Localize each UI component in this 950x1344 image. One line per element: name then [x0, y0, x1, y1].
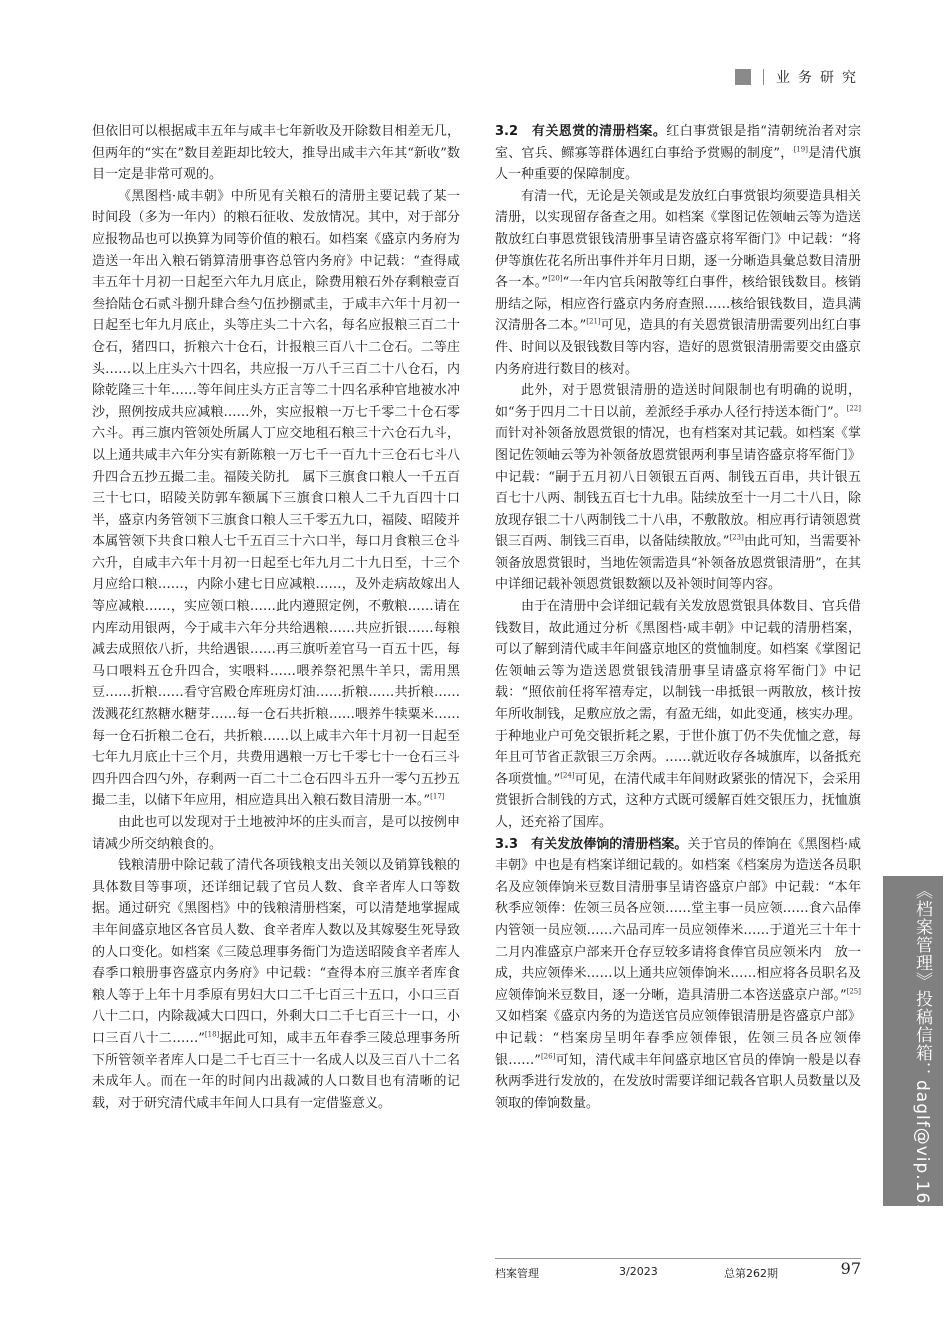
header-square-icon — [735, 69, 751, 85]
paragraph: 有清一代，无论是关领或是发放红白事赏银均须要造具相关清册，以实现留存备查之用。如档案《掌图记佐领岫云等为造送散放红白事恩赏银钱清册事呈请咨盛京将军衙门》中记载：“将伊等旗佐花名所出事件并年月日期，逐一分晰造具彙总数目清册各一本。”[20]“一年内官兵闲散等红白事件，核给银钱数目。核销册结之际，相应咨行盛京内务府查照……核给银钱数目，造具满汉清册各二本。”[21]可见，造具的有关恩赏银清册需要列出红白事件、时间以及银钱数目等内容，造好的恩赏银清册需要交由盛京内务府进行数目的核对。 — [495, 188, 861, 377]
page-header — [735, 66, 864, 88]
paragraph: 但依旧可以根据咸丰五年与咸丰七年新收及开除数目相差无几，但两年的“实在”数目差距却比较大，推导出咸丰六年其“新收”数目一定是非常可观的。 — [92, 124, 460, 183]
reference-mark[interactable]: [18] — [204, 1030, 220, 1039]
reference-mark[interactable]: [26] — [540, 1052, 556, 1061]
section-label: 业务研究 — [776, 70, 864, 86]
paragraph: 《黑图档·咸丰朝》中所见有关粮石的清册主要记载了某一时间段（多为一年内）的粮石征收、发放情况。其中，对于部分应报物品也可以换算为同等价值的粮石。如档案《盛京内务府为造送一年出入粮石销算清册事咨总管内务府》中记载：“查得咸丰五年十月初一日起至六年九月底止，除费用粮石外存剩粮壹百叁拾陆仓石贰斗捌升肆合叁勺伍抄捌贰圭，于咸丰六年十月初一日起至七年九月底止，头等庄头二十六名，每名应报粮三百二十仓石，猪四口，折粮六十仓石，计报粮三百八十二仓石。二等庄头……以上庄头六十四名，共应报一万八千三百二十八仓石，内除乾隆三十年……等年间庄头方正言等二十四名承种官地被水冲沙，照例按成共应减粮……外，实应报粮一万七千零二十仓石零六斗。再三旗内管领处所属人丁应交地租石粮三十六仓石九斗，以上通共咸丰六年分实有新陈粮一万七千一百九十三仓石七斗八升四合五抄五撮二圭。福陵关防扎 属下三旗食口粮人一千五百三十七口，昭陵关防郭车额属下三旗食口粮人二千九百四十口半，盛京内务管领下三旗食口粮人三千零五九口，福陵、昭陵并本属管领下共食口粮人七千五百三十六口半，每口月食粮三仓斗六升，自咸丰六年十月初一日起至七年九月二十九日至，十三个月应给口粮……，内除小建七日应减粮……，及外走病故嫁出人等应减粮……，实应领口粮……此内遵照定例，不敷粮……请在内库动用银两，今于咸丰六年分共给遇粮……共应折银……每粮减去成照依八折，共给遇银……再三旗听差官马一百五十匹，每马口喂料五仓升四合，实喂料……喂养祭祀黑牛羊只，需用黑豆……折粮……看守宫殿仓库班房灯油……折粮……共折粮……泼溅花红熬糖水糖芽……每一仓石共折粮……喂养牛犊粟米……每一仓石折粮二仓石，共折粮……以上咸丰六年十月初一日起至七年九月底止十三个月，共费用遇粮一万七千零七十一仓石三斗四升四合四勺外，存剩两一百二十二仓石四斗五升一零勺五抄五撮二圭，以储下年应用，相应造具出入粮石数目清册一本。”[17] — [92, 188, 460, 809]
header-divider — [763, 69, 764, 85]
submission-sidebar — [883, 876, 943, 1262]
reference-mark[interactable]: [22] — [846, 404, 861, 413]
paragraph: 由此也可以发现对于土地被沖坏的庄头而言，是可以按例申请减少所交纳粮食的。 — [92, 815, 460, 852]
submission-email[interactable]: 《档案管理》投稿信箱：daglf@vip.163.com — [912, 882, 932, 1262]
issue-number: 3/2023 — [619, 1265, 658, 1278]
reference-mark[interactable]: [21] — [586, 318, 601, 327]
left-column — [92, 121, 460, 1241]
page-number: 97 — [840, 1259, 861, 1278]
right-column — [495, 121, 861, 1241]
total-issue: 总第262期 — [724, 1267, 778, 1280]
paragraph: 由于在清册中会详细记载有关发放恩赏银具体数目、官兵借钱数目，故此通过分析《黑图档·咸丰朝》中记载的清册档案，可以了解到清代咸丰年间盛京地区的赏恤制度。如档案《掌图记佐领岫云等为造送恩赏银钱清册事呈请盛京将军衙门》中记载：“照依前任将军禧寿定，以制钱一串抵银一两散放，核计按年所收制钱，足敷应放之需，有盈无绌，如此变通，核实办理。于种地业户可免交银折耗之累，于世仆旗丁仍不失优恤之意，每年且可节省正款银三万余两。……就近收存各城旗库，以备抵充各项赏恤。”[24]可见，在清代咸丰年间财政紧张的情况下，会采用赏银折合制钱的方式，这种方式既可缓解百姓交银压力，抚恤旗人，还充裕了国库。 — [495, 599, 861, 830]
paragraph: 3.2 有关恩赏的清册档案。红白事赏银是指“清朝统治者对宗室、官兵、鳏寡等群体遇红白事给予赏赐的制度”，[19]是清代旗人一种重要的保障制度。 — [495, 124, 861, 183]
reference-mark[interactable]: [17] — [430, 793, 445, 802]
reference-mark[interactable]: [25] — [846, 987, 861, 996]
paragraph: 3.3 有关发放俸饷的清册档案。关于官员的俸饷在《黑图档·咸丰朝》中也是有档案详细记载的。如档案《档案房为造送各员职名及应领俸饷米豆数目清册事呈请咨盛京户部》中记载：“本年秋季应领俸：佐领三员各应领……堂主事一员应领……食六品俸内管领一员应领……六品司库一员应领俸米……于道光三十年十二月内准盛京户部来开仓存豆较多请将食俸官员应领米内 放一成，共应领俸米……以上通共应领俸饷米……相应将各员职名及应领俸饷米豆数目，逐一分晰，造具清册二本咨送盛京户部。”[25]又如档案《盛京内务的为造送官员应领俸银清册是咨盛京户部》中记载：“档案房呈明年春季应领俸银，佐领三员各应领俸银……”[26]可知，清代咸丰年间盛京地区官员的俸饷一般是以春秋两季进行发放的，在发放时需要详细记载各官职人员数量以及领取的俸饷数量。 — [495, 836, 861, 1111]
paragraph: 此外，对于恩赏银清册的造送时间限制也有明确的说明，如“务于四月二十日以前，差派经手承办人径行持送本衙门”。[22]而针对补领备放恩赏银的情况，也有档案对其记载。如档案《掌图记佐领岫云等为补领备放恩赏银两利事呈请咨盛京将军衙门》中记载：“嗣于五月初八日领银五百两、制钱五百串，共计银五百七十八两、制钱五百七十九串。陆续放至十一月二十八日，除放现存银二十八两制钱二十八串，不敷散放。相应再行请领恩赏银三百两、制钱三百串，以备陆续散放。”[23]由此可知，当需要补领备放恩赏银时，当地佐领需造具“补领备放恩赏银清册”，在其中详细记载补领恩赏银数额以及补领时间等内容。 — [495, 383, 861, 593]
reference-mark[interactable]: [20] — [548, 274, 563, 283]
reference-mark[interactable]: [19] — [793, 145, 808, 154]
section-heading: 3.2 有关恩赏的清册档案。 — [495, 124, 667, 139]
journal-name: 档案管理 — [495, 1267, 539, 1280]
reference-mark[interactable]: [23] — [729, 533, 744, 542]
page-footer — [495, 1258, 861, 1285]
paragraph: 钱粮清册中除记载了清代各项钱粮支出关领以及销算钱粮的具体数目等事项，还详细记载了官员人数、食辛者库人口等数据。通过研究《黑图档》中的钱粮清册档案，可以清楚地掌握咸丰年间盛京地区各官员人数、食辛者库人数以及其嫁娶生死导致的人口变化。如档案《三陵总理事务衙门为造送昭陵食辛者库人春季口粮册事咨盛京内务府》中记载：“查得本府三旗辛者库食粮人等于上年十月季原有男妇大口二千七百三十五口，小口三百八十二口，内除裁减大口四口，外剩大口二千七百三十一口，小口三百八十二……”[18]据此可知，咸丰五年春季三陵总理事务所下所管领辛者库人口是二千七百三十一名成人以及三百八十二名未成年人。而在一年的时间内出裁减的人口数目也有清晰的记载，对于研究清代咸丰年间人口具有一定借鉴意义。 — [92, 858, 460, 1111]
reference-mark[interactable]: [24] — [560, 771, 575, 780]
section-heading: 3.3 有关发放俸饷的清册档案。 — [495, 836, 688, 852]
